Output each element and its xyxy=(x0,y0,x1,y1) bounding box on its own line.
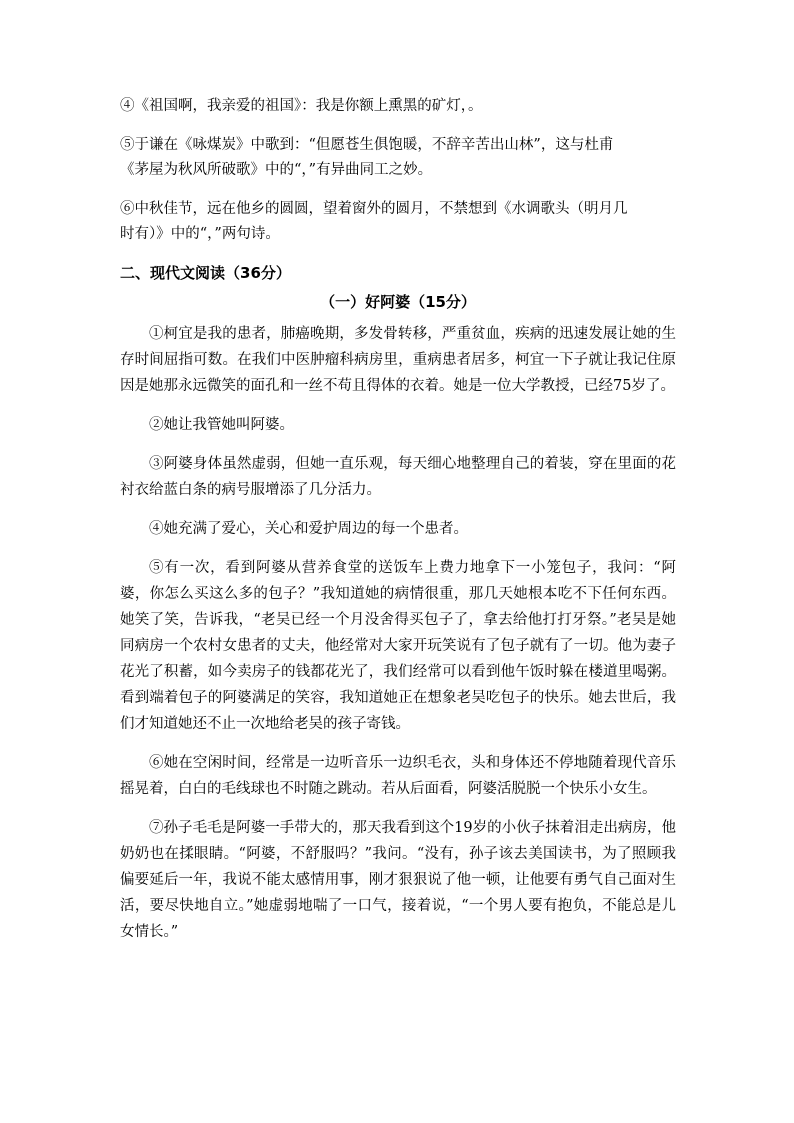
paragraph-5: ⑤有一次，看到阿婆从营养食堂的送饭车上费力地拿下一小笼包子，我问：“阿婆，你怎么买这么多的包子？”我知道她的病情很重，那几天她根本吃不下任何东西。她笑了笑，告诉我，“老吴已经一个月没舍得买包子了，拿去给他打打牙祭。”老吴是她同病房一个农村女患者的丈夫，他经常对大家开玩笑说有了包子就有了一切。他为妻子花光了积蓄，如今卖房子的钱都花光了，我们经常可以看到他午饭时躲在楼道里喝粥。看到端着包子的阿婆满足的笑容，我知道她正在想象老吴吃包子的快乐。她去世后，我们才知道她还不止一次地给老吴的孩子寄钱。 xyxy=(120,560,676,732)
section-heading: 二、现代文阅读（36分） xyxy=(120,264,291,282)
paragraph-7: ⑦孙子毛毛是阿婆一手带大的，那天我看到这个19岁的小伙子抹着泪走出病房，他奶奶也在揉眼睛。“阿婆，不舒服吗？”我问。“没有，孙子该去美国读书，为了照顾我偏要延后一年，我说不能太感情用事，刚才狠狠说了他一顿，让他要有勇气自己面对生活，要尽快地自立。”她虚弱地喘了一口气，接着说，“一个男人要有抱负，不能总是儿女情长。” xyxy=(120,820,676,940)
question-5: ⑤于谦在《咏煤炭》中歌到：“但愿苍生俱饱暖，不辞辛苦出山林”，这与杜甫 《茅屋为秋风所破歌》中的“，”有异曲同工之妙。 xyxy=(120,137,614,178)
paragraph-4: ④她充满了爱心，关心和爱护周边的每一个患者。 xyxy=(149,521,468,537)
question-6: ⑥中秋佳节，远在他乡的圆圆，望着窗外的圆月，不禁想到《水调歌头（明月几 时有）》中的“，”两句诗。 xyxy=(120,201,628,242)
question-4: ④《祖国啊，我亲爱的祖国》：我是你额上熏黑的矿灯，。 xyxy=(120,98,483,114)
paragraph-1: ①柯宜是我的患者，肺癌晚期，多发骨转移，严重贫血，疾病的迅速发展让她的生存时间屈指可数。在我们中医肿瘤科病房里，重病患者居多，柯宜一下子就让我记住原因是她那永远微笑的面孔和一丝不苟且得体的衣着。她是一位大学教授，已经75岁了。 xyxy=(120,326,676,394)
paragraph-2: ②她让我管她叫阿婆。 xyxy=(149,417,294,433)
document-page xyxy=(120,94,676,958)
paragraph-3: ③阿婆身体虽然虚弱，但她一直乐观，每天细心地整理自己的着装，穿在里面的花衬衣给蓝白条的病号服增添了几分活力。 xyxy=(120,456,676,498)
article-title: （一）好阿婆（15分） xyxy=(320,293,476,311)
paragraph-6: ⑥她在空闲时间，经常是一边听音乐一边织毛衣，头和身体还不停地随着现代音乐摇晃着，白白的毛线球也不时随之跳动。若从后面看，阿婆活脱脱一个快乐小女生。 xyxy=(120,755,676,797)
